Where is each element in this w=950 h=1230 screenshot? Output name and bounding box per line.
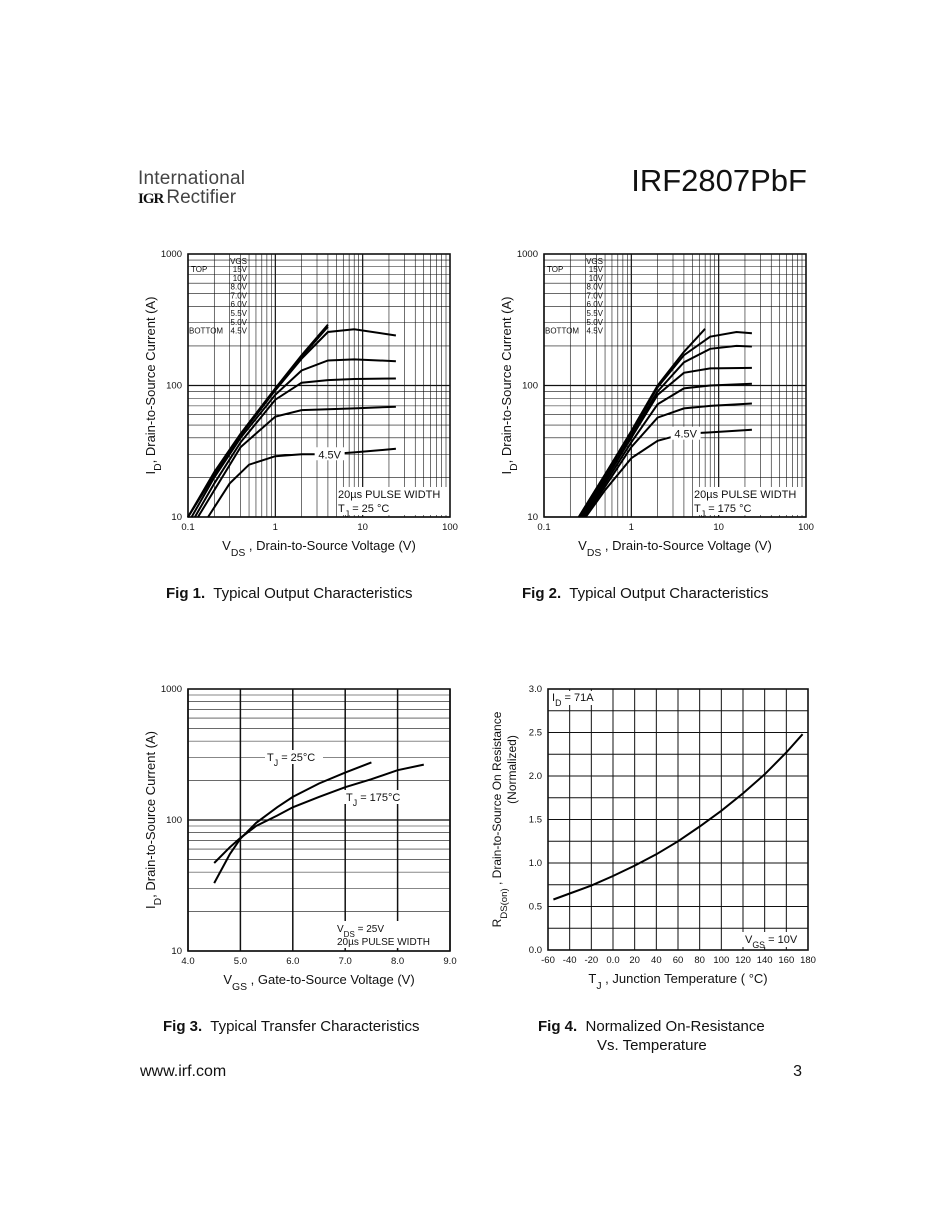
fig3-y-tick-label: 100: [166, 815, 182, 826]
fig3-y-tick-label: 10: [171, 946, 182, 957]
fig2-legend-value: 8.0V: [586, 282, 603, 292]
fig1-x-tick-label: 100: [442, 522, 458, 533]
fig1-x-tick-label: 1: [272, 522, 278, 533]
logo-text-rectifier: Rectifier: [166, 187, 237, 208]
fig3-label-tj25: $T_J = 25^\circ C$: [267, 752, 316, 768]
fig1-y-tick-label: 1000: [160, 249, 182, 260]
fig3-note-pulse: 20µs PULSE WIDTH: [337, 937, 431, 948]
fig3-x-tick-label: 5.0: [233, 956, 248, 967]
fig2-x-tick-label: 10: [713, 522, 724, 533]
fig1-legend-header: VGS: [230, 257, 247, 266]
fig1-legend-value: 4.5V: [230, 326, 247, 336]
fig2-caption-number: Fig 2.: [522, 585, 562, 602]
fig2-legend-value: 5.0V: [586, 317, 603, 327]
fig1-x-axis-label: $V_{DS}$ , Drain-to-Source Voltage (V): [222, 538, 416, 559]
logo-text-international: International: [138, 168, 246, 189]
fig4-x-tick-label: 60: [672, 955, 684, 966]
fig3-x-tick-label: 7.0: [338, 956, 352, 967]
footer-url: www.irf.com: [140, 1063, 227, 1080]
fig4-x-tick-label: 80: [694, 955, 705, 966]
fig4-x-tick-label: 160: [778, 955, 795, 966]
fig4-label-id: $I_D = 71A$: [552, 692, 594, 708]
fig3-series-line: [214, 765, 424, 863]
fig4-caption-text: Normalized On-Resistance: [585, 1018, 765, 1035]
fig4-y-tick-label: 1.0: [528, 858, 542, 869]
fig3-label-tj175: $T_J = 175^\circ C$: [346, 792, 401, 808]
page-number: 3: [793, 1063, 802, 1080]
fig3-y-tick-label: 1000: [160, 684, 182, 695]
fig2-legend-top-label: TOP: [547, 265, 564, 274]
fig3-note-vds: $V_{DS} = 25V$: [337, 924, 384, 939]
fig2-legend-value: 15V: [588, 265, 603, 274]
fig2-x-axis-label: $V_{DS}$ , Drain-to-Source Voltage (V): [578, 538, 772, 559]
fig1-legend-value: 7.0V: [230, 291, 247, 301]
fig1-caption-text: Typical Output Characteristics: [213, 585, 413, 602]
fig4-x-tick-label: 20: [629, 955, 640, 966]
fig2-x-tick-label: 0.1: [537, 522, 551, 533]
fig2-caption-text: Typical Output Characteristics: [569, 585, 769, 602]
fig1-note-temp: $T_J = 25$ °C: [338, 503, 390, 519]
fig2-x-tick-label: 100: [798, 522, 814, 533]
fig4-label-vgs: $V_{GS} = 10V$: [745, 934, 798, 950]
fig1-legend-value: 8.0V: [230, 282, 247, 292]
fig1-caption-number: Fig 1.: [166, 585, 206, 602]
fig3-caption-text: Typical Transfer Characteristics: [210, 1018, 420, 1035]
fig3-x-tick-label: 8.0: [390, 956, 405, 967]
fig1-y-tick-label: 10: [171, 512, 182, 523]
fig4-caption-line2: Vs. Temperature: [597, 1037, 707, 1054]
fig2-legend-header: VGS: [586, 257, 603, 266]
fig3-y-axis-label: $I_D$, Drain-to-Source Current (A): [143, 730, 164, 910]
fig2-legend-value: 6.0V: [586, 300, 603, 310]
fig4-x-tick-label: 40: [651, 955, 662, 966]
fig4-y-tick-label: 2.5: [528, 727, 542, 739]
fig4-x-tick-label: 100: [713, 955, 730, 966]
fig4-y-tick-label: 2.0: [528, 771, 542, 782]
fig2-y-axis-label: $I_D$, Drain-to-Source Current (A): [499, 296, 520, 475]
fig1-caption: [166, 585, 413, 602]
fig4-y-axis-label-line2: (Normalized): [505, 735, 519, 804]
fig2-legend-value: 5.5V: [586, 309, 603, 318]
fig1-curve-label: 4.5V: [318, 449, 341, 462]
fig4-x-tick-label: 180: [800, 955, 816, 966]
fig2-x-tick-label: 1: [628, 522, 634, 533]
fig1-legend-value: 10V: [232, 273, 247, 283]
fig3-caption-number: Fig 3.: [163, 1018, 203, 1035]
fig4-y-tick-label: 0.5: [528, 901, 542, 913]
fig1-legend-top-label: TOP: [191, 265, 208, 274]
fig4-caption-number: Fig 4.: [538, 1018, 578, 1035]
fig3-x-axis-label: $V_{GS}$ , Gate-to-Source Voltage (V): [223, 972, 415, 993]
fig2-note-pulse: 20µs PULSE WIDTH: [694, 489, 797, 501]
fig3-caption: [163, 1018, 419, 1035]
fig2-y-tick-label: 10: [527, 512, 538, 523]
fig1-legend-value: 5.5V: [230, 309, 247, 318]
fig4-y-tick-label: 0.0: [528, 945, 542, 956]
fig4-x-tick-label: -20: [584, 955, 599, 966]
fig3-x-tick-label: 9.0: [443, 956, 457, 967]
fig4-x-tick-label: 140: [756, 955, 773, 966]
fig4-y-tick-label: 3.0: [528, 684, 542, 695]
fig2-note-temp: $T_J = 175$ °C: [694, 503, 752, 519]
fig4-x-tick-label: 120: [735, 955, 751, 966]
fig2-caption: [522, 585, 769, 602]
fig3-x-tick-label: 6.0: [286, 956, 300, 967]
fig4-caption: [538, 1018, 765, 1035]
fig1-legend-value: 6.0V: [230, 300, 247, 310]
fig3-x-tick-label: 4.0: [181, 956, 195, 967]
fig1-y-tick-label: 100: [166, 380, 182, 392]
fig4-x-axis-label: $T_J$ , Junction Temperature ( °C): [588, 971, 768, 992]
fig4-x-tick-label: 0.0: [606, 955, 620, 966]
fig4-x-tick-label: -60: [541, 955, 555, 966]
fig4-y-axis-label: $R_{DS(on)}$ , Drain-to-Source On Resistance: [490, 711, 510, 928]
fig2-legend-value: 10V: [588, 273, 603, 283]
fig1-legend-value: 5.0V: [230, 317, 247, 327]
fig1-legend-value: 15V: [232, 265, 247, 274]
fig2-legend-bottom-label: BOTTOM: [545, 326, 580, 336]
logo-mark: IGR: [138, 191, 164, 207]
fig2-curve-label: 4.5V: [674, 428, 697, 441]
fig1-note-pulse: 20µs PULSE WIDTH: [338, 489, 441, 501]
fig4-x-tick-label: -40: [562, 955, 577, 966]
fig1-x-tick-label: 0.1: [181, 522, 195, 533]
fig1-y-axis-label: $I_D$, Drain-to-Source Current (A): [143, 296, 164, 475]
fig2-y-tick-label: 100: [522, 380, 538, 392]
fig2-legend-value: 4.5V: [586, 326, 603, 336]
fig4-y-tick-label: 1.5: [528, 814, 542, 826]
fig2-legend-value: 7.0V: [586, 291, 603, 301]
fig1-legend-bottom-label: BOTTOM: [189, 326, 224, 336]
fig1-x-tick-label: 10: [357, 522, 368, 533]
part-number-title: IRF2807PbF: [631, 163, 807, 198]
fig2-y-tick-label: 1000: [516, 249, 538, 260]
